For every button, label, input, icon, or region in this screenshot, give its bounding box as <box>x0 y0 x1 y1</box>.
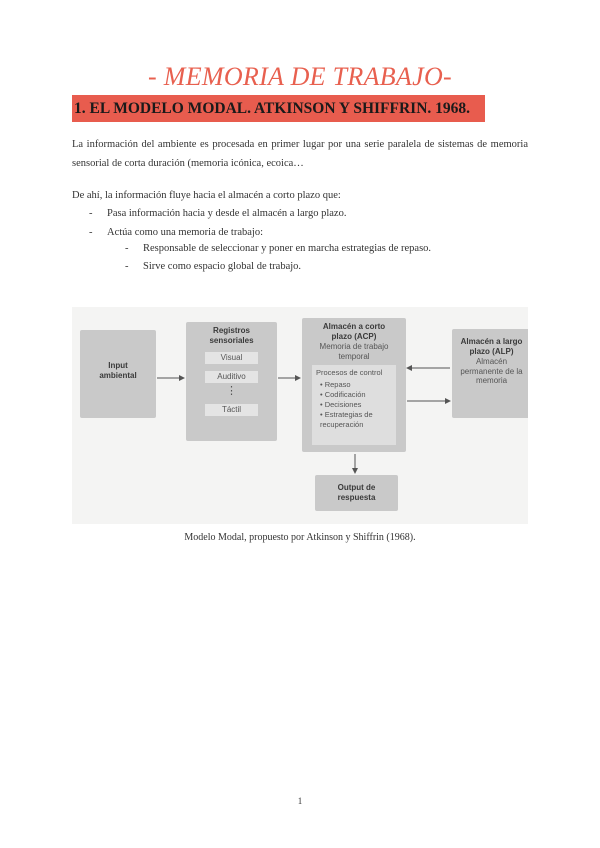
proc-item: • Decisiones <box>320 400 362 409</box>
dash-icon: - <box>125 243 129 254</box>
proc-item: • Repaso <box>320 380 351 389</box>
alp-subtitle: Almacén permanente de la memoria <box>460 357 523 385</box>
acp-title: Almacén a corto plazo (ACP) <box>322 322 386 341</box>
alp-title: Almacén a largo plazo (ALP) <box>460 337 523 356</box>
input-label: Input ambiental <box>99 361 137 380</box>
page-number: 1 <box>297 796 303 806</box>
acp-box <box>302 318 406 452</box>
subbullet-item <box>125 243 432 254</box>
subbullet-text: Sirve como espacio global de trabajo. <box>143 261 302 272</box>
tactil-box: Táctil <box>205 404 258 416</box>
visual-box: Visual <box>205 352 258 364</box>
paragraph-flow: De ahí, la información fluye hacia el almacén a corto plazo que: <box>72 190 341 201</box>
acp-subtitle: Memoria de trabajo temporal <box>319 342 389 361</box>
dash-icon: - <box>89 208 93 219</box>
registros-box <box>186 322 277 441</box>
output-box <box>315 475 398 511</box>
bullet-text: Pasa información hacia y desde el almacén a largo plazo. <box>107 208 347 219</box>
procesos-label: Procesos de control <box>316 368 383 377</box>
alp-box <box>452 329 528 418</box>
paragraph-intro: La información del ambiente es procesada en primer lugar por una serie paralela de sistemas de memoria sensorial de corta duración (memoria icónica, ecoica… <box>72 139 528 169</box>
dash-icon: - <box>89 227 93 238</box>
modal-model-figure <box>72 307 528 524</box>
bullet-item <box>89 227 263 238</box>
proc-item: • Codificación <box>320 390 366 399</box>
bullet-item <box>89 208 347 219</box>
section-heading: 1. EL MODELO MODAL. ATKINSON Y SHIFFRIN. 1968. <box>72 95 485 122</box>
figure-caption: Modelo Modal, propuesto por Atkinson y Shiffrin (1968). <box>184 532 416 543</box>
output-label: Output de respuesta <box>337 483 376 502</box>
more-senses-dots: ⋮ <box>226 385 237 397</box>
procesos-control-box <box>312 365 396 445</box>
auditivo-box: Auditivo <box>205 371 258 383</box>
subbullet-text: Responsable de seleccionar y poner en marcha estrategias de repaso. <box>143 243 432 254</box>
registros-label: Registros sensoriales <box>209 326 254 345</box>
page-title: - MEMORIA DE TRABAJO- <box>147 62 452 91</box>
proc-item: • Estrategias de recuperación <box>320 410 373 429</box>
subbullet-item <box>125 261 302 272</box>
input-box <box>80 330 156 418</box>
dash-icon: - <box>125 261 129 272</box>
bullet-text: Actúa como una memoria de trabajo: <box>107 227 263 238</box>
